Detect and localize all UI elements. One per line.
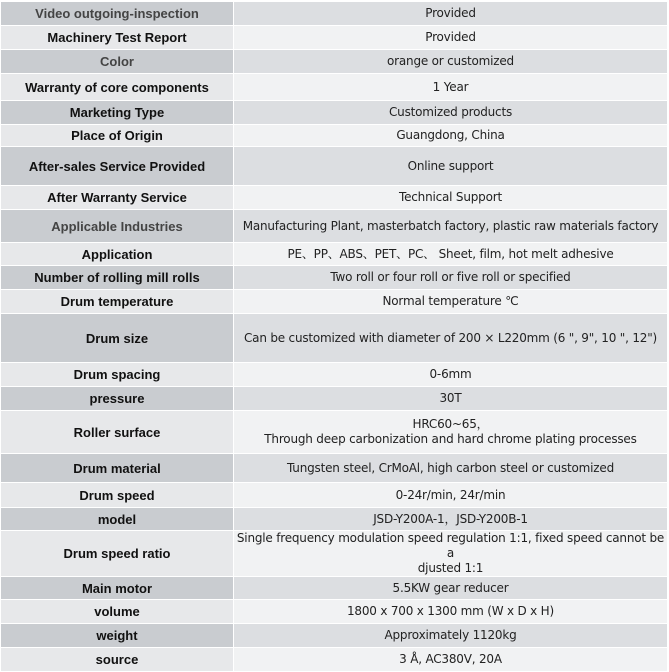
spec-row-weight [1,624,668,648]
product-spec-table [0,1,668,672]
spec-value: Normal temperature ℃ [234,290,668,314]
spec-label: Main motor [1,577,234,600]
spec-value: 0-6mm [234,363,668,387]
spec-value: Guangdong, China [234,125,668,147]
spec-label: source [1,648,234,672]
spec-row-video-inspection [1,2,668,26]
spec-row-roller-surface [1,411,668,454]
spec-value: 1800 x 700 x 1300 mm (W x D x H) [234,600,668,624]
spec-label: Drum size [1,314,234,363]
spec-value: Provided [234,2,668,26]
spec-value-multiline [234,531,668,577]
spec-row-marketing-type [1,101,668,125]
spec-label: Drum speed ratio [1,531,234,577]
spec-value: Manufacturing Plant, masterbatch factory, plastic raw materials factory [234,210,668,243]
spec-row-industries [1,210,668,243]
spec-value: 1 Year [234,74,668,101]
spec-value-line-2: Through deep carbonization and hard chrome plating processes [264,432,637,446]
spec-row-after-warranty [1,186,668,210]
spec-label: Application [1,243,234,266]
spec-value-line-1: Single frequency modulation speed regulation 1:1, fixed speed cannot be a [236,531,665,560]
spec-label: Drum spacing [1,363,234,387]
spec-row-after-sales [1,147,668,186]
spec-label: Drum speed [1,483,234,508]
spec-value: Can be customized with diameter of 200 × L220mm (6 ", 9", 10 ", 12") [234,314,668,363]
spec-label: Number of rolling mill rolls [1,266,234,290]
spec-label: volume [1,600,234,624]
spec-row-origin [1,125,668,147]
spec-label: Machinery Test Report [1,26,234,50]
spec-value: Tungsten steel, CrMoAl, high carbon steel or customized [234,454,668,483]
spec-label: Place of Origin [1,125,234,147]
spec-label: weight [1,624,234,648]
spec-label: Roller surface [1,411,234,454]
spec-row-drum-material [1,454,668,483]
spec-label: Drum material [1,454,234,483]
spec-value: 30T [234,387,668,411]
spec-row-drum-size [1,314,668,363]
spec-label: Color [1,50,234,74]
spec-label: model [1,508,234,531]
spec-label: Drum temperature [1,290,234,314]
spec-value: 0-24r/min, 24r/min [234,483,668,508]
spec-value: Provided [234,26,668,50]
spec-label: Applicable Industries [1,210,234,243]
spec-label: pressure [1,387,234,411]
spec-row-warranty [1,74,668,101]
spec-label: Warranty of core components [1,74,234,101]
spec-value: Technical Support [234,186,668,210]
spec-value: Online support [234,147,668,186]
spec-value-multiline [234,411,668,454]
spec-value-line-1: HRC60~65， [412,417,489,431]
spec-value: orange or customized [234,50,668,74]
spec-row-drum-spacing [1,363,668,387]
spec-row-color [1,50,668,74]
spec-row-drum-speed [1,483,668,508]
spec-value-line-2: djusted 1:1 [417,561,484,575]
spec-row-application [1,243,668,266]
spec-value: Two roll or four roll or five roll or specified [234,266,668,290]
spec-row-pressure [1,387,668,411]
spec-row-main-motor [1,577,668,600]
spec-value: 3 Å, AC380V, 20A [234,648,668,672]
spec-row-drum-temperature [1,290,668,314]
spec-row-test-report [1,26,668,50]
spec-row-speed-ratio [1,531,668,577]
spec-value: Customized products [234,101,668,125]
spec-value: PE、PP、ABS、PET、PC、 Sheet, film, hot melt adhesive [234,243,668,266]
spec-value: JSD-Y200A-1，JSD-Y200B-1 [234,508,668,531]
spec-label: After Warranty Service [1,186,234,210]
spec-value: Approximately 1120kg [234,624,668,648]
spec-label: Marketing Type [1,101,234,125]
spec-value: 5.5KW gear reducer [234,577,668,600]
spec-label: Video outgoing-inspection [1,2,234,26]
spec-row-model [1,508,668,531]
spec-row-volume [1,600,668,624]
spec-label: After-sales Service Provided [1,147,234,186]
spec-row-mill-rolls [1,266,668,290]
